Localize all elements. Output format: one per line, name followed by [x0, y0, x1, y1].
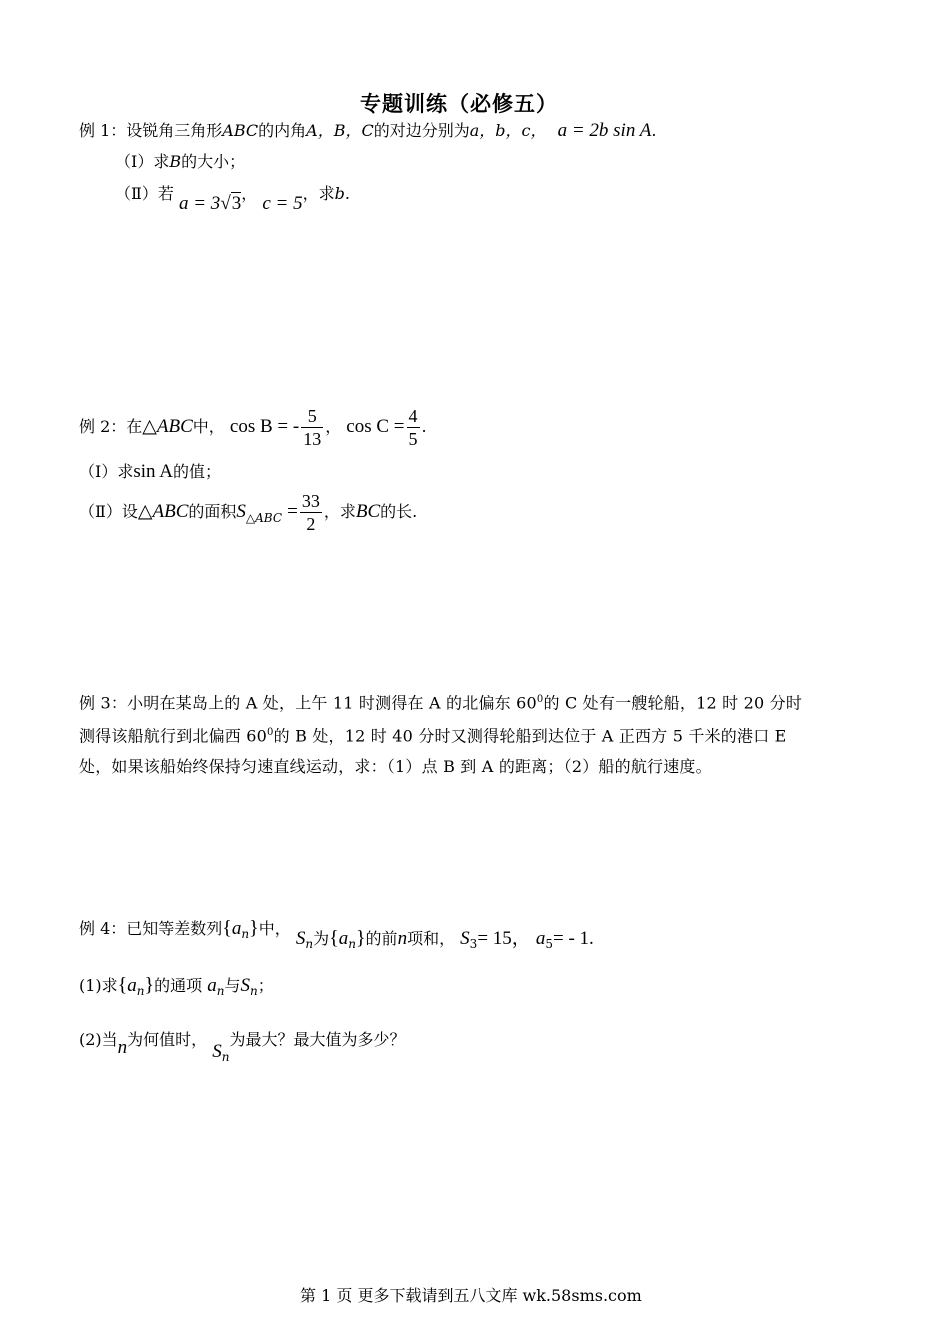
example-4-stem — [79, 917, 594, 951]
ex1-sides: a，b，c， — [469, 121, 547, 140]
ex4-S3: S — [460, 928, 470, 949]
ex1-comma: ， — [241, 184, 258, 203]
ex4-three: 3 — [469, 937, 478, 951]
ex4-q2-Sn: S — [212, 1041, 222, 1062]
brace-close-3: } — [144, 974, 155, 996]
ex1-equation: a = 2b sin A — [557, 120, 652, 141]
ex3-line2b: 的 B 处，12 时 40 分时又测得轮船到达位于 A 正西方 5 千米的港口 E — [273, 726, 787, 746]
ex2-q2-text: 的面积 — [188, 502, 237, 521]
ex3-line2a: 测得该船航行到北偏西 60 — [79, 726, 268, 746]
ex2-triangle: △ABC — [142, 416, 193, 437]
ex2-cosB-den: 13 — [303, 429, 322, 449]
brace-close-2: } — [355, 927, 366, 949]
ex1-q2-c: c = 5 — [262, 193, 303, 214]
ex3-line-3: 处，如果该船始终保持匀速直线运动，求：（1）点 B 到 A 的距离；（2）船的航行速度。 — [79, 756, 712, 776]
example-1-stem — [79, 121, 656, 141]
example-2-stem — [79, 405, 427, 450]
ex2-cosB-fraction — [301, 405, 323, 450]
ex4-q1-Sn: S — [240, 975, 250, 996]
ex4-q1-n-2: n — [216, 984, 225, 998]
ex1-q2-text: ，求 — [302, 184, 335, 203]
ex2-label: 例 2：在 — [79, 417, 143, 436]
ex4-text-b: 的前 — [365, 929, 398, 948]
brace-close: } — [249, 917, 259, 939]
ex2-q2-label: （Ⅱ）设 — [79, 502, 138, 521]
ex4-label: 例 4：已知等差数列 — [79, 919, 223, 938]
ex4-q1-with: 与 — [224, 976, 241, 995]
ex4-q2-n: n — [117, 1037, 128, 1058]
ex1-q2-b: b. — [334, 184, 350, 203]
ex4-mid: 中， — [258, 919, 291, 938]
ex2-q2-sub: △ABC — [245, 511, 283, 525]
ex1-text-c: 的对边分别为 — [373, 121, 470, 140]
ex4-q2-label: (2)当 — [79, 1030, 118, 1049]
ex4-wei: 为 — [313, 929, 330, 948]
brace-open-2: { — [329, 927, 339, 949]
ex4-q1-end: ； — [257, 976, 274, 995]
ex4-q2-text: 为何值时， — [127, 1030, 208, 1049]
ex2-q2-text2: ，求 — [323, 502, 356, 521]
ex2-cosB-num: 5 — [301, 405, 323, 428]
ex1-q2-a: a = 3 — [178, 193, 221, 214]
ex2-end: . — [421, 417, 427, 436]
page-footer: 第 1 页 更多下载请到五八文库 wk.58sms.com — [300, 1286, 642, 1305]
ex3-line1b: 的 C 处有一艘轮船，12 时 20 分时 — [543, 693, 803, 713]
brace-open: { — [222, 917, 232, 939]
page-title: 专题训练（必修五） — [360, 91, 558, 116]
example-4-q1 — [79, 975, 274, 997]
example-2-q2 — [79, 490, 417, 535]
ex3-line-2 — [79, 718, 879, 751]
ex2-q2-end: 的长. — [380, 502, 418, 521]
ex2-cosC-num: 4 — [408, 406, 418, 426]
ex1-end: . — [651, 121, 657, 140]
ex2-cosC: cos C = — [346, 416, 405, 437]
ex2-cosC-fraction — [407, 405, 420, 450]
ex4-q1-Sn-sub: n — [249, 984, 258, 998]
ex2-q2-den: 2 — [306, 514, 316, 534]
example-2-q1 — [79, 462, 221, 482]
ex2-q1-expr: sin A — [133, 461, 173, 482]
ex4-n: n — [241, 927, 250, 941]
ex4-q1-an: a — [127, 975, 137, 996]
example-4-q2 — [79, 1030, 406, 1064]
degree-mark-2: 0 — [267, 727, 274, 739]
ex4-q1-text: 的通项 — [154, 976, 203, 995]
ex4-q1-an-2: a — [207, 975, 217, 996]
ex3-line-1 — [79, 685, 879, 718]
ex2-q2-eq: = — [287, 501, 298, 522]
ex4-S3-val: = 15， — [477, 928, 531, 949]
example-1-q1 — [115, 152, 245, 172]
ex2-q1-text: 的值； — [172, 462, 221, 481]
ex1-q1-text: 的大小； — [181, 152, 246, 171]
ex1-angles: A，B，C — [306, 121, 374, 140]
brace-open-3: { — [117, 974, 128, 996]
ex2-q2-fraction — [300, 490, 322, 535]
ex1-q2-sqrt: 3 — [231, 193, 242, 214]
example-3 — [79, 685, 879, 782]
ex2-comma: ， — [325, 417, 342, 436]
ex1-text-a: 设锐角三角形 — [126, 121, 223, 140]
ex2-mid: 中， — [192, 417, 225, 436]
ex2-q2-num: 33 — [301, 491, 320, 511]
ex1-abc: ABC — [222, 121, 259, 140]
degree-mark: 0 — [536, 694, 544, 705]
ex2-q2-bc: BC — [355, 501, 381, 522]
ex4-q2-Sn-sub: n — [221, 1050, 230, 1064]
ex4-q2-text2: 为最大？最大值为多少？ — [229, 1030, 406, 1049]
example-1-q2 — [115, 184, 350, 214]
ex1-q2-label: （Ⅱ）若 — [115, 184, 174, 203]
ex2-q2-triangle: △ABC — [137, 501, 189, 522]
ex1-q1-var: B — [169, 152, 182, 171]
ex2-cosB: cos B = - — [229, 416, 300, 437]
ex2-cosC-den: 5 — [408, 429, 418, 449]
ex4-a5: a — [535, 928, 546, 949]
ex2-q2-S: S — [236, 501, 246, 522]
ex3-line1a: 例 3：小明在某岛上的 A 处，上午 11 时测得在 A 的北偏东 60 — [79, 693, 537, 713]
ex4-text-c: 项和， — [407, 929, 456, 948]
ex4-Sn: S — [295, 928, 306, 949]
example-1-label: 例 1： — [79, 121, 127, 140]
ex4-n-2: n — [348, 937, 356, 951]
sqrt-symbol: √ — [220, 193, 231, 214]
ex1-text-b: 的内角 — [258, 121, 307, 140]
ex4-a5-val: = - 1. — [553, 928, 594, 949]
ex4-q1-label: (1)求 — [79, 976, 118, 995]
ex2-q1-label: （Ⅰ）求 — [79, 462, 134, 481]
ex4-Sn-sub: n — [305, 937, 314, 951]
ex4-n-var: n — [397, 928, 408, 949]
ex4-five: 5 — [545, 937, 554, 951]
ex4-an-2: a — [338, 928, 349, 949]
ex1-q1-label: （Ⅰ）求 — [115, 152, 170, 171]
ex4-an: a — [231, 918, 242, 939]
ex4-q1-n: n — [136, 984, 145, 998]
